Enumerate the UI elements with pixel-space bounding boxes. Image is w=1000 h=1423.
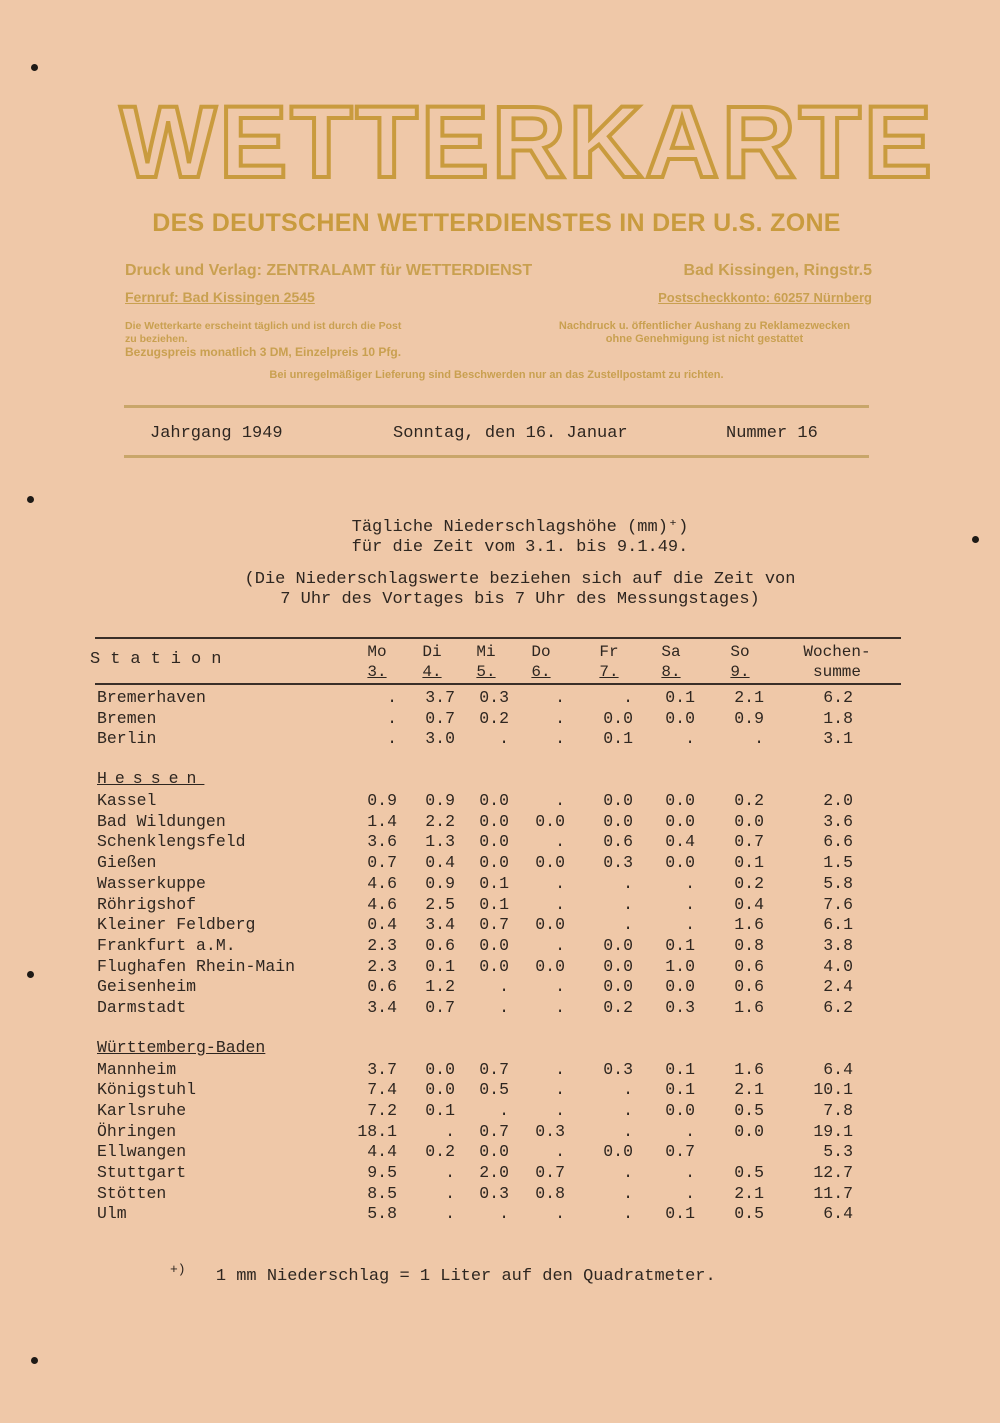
- punch-hole: [27, 496, 34, 503]
- precip-value: 0.1: [665, 1204, 695, 1224]
- precip-value: 0.6: [603, 832, 633, 852]
- column-header-day: Di: [422, 643, 442, 661]
- precip-value: 0.4: [367, 915, 397, 935]
- weekly-sum: 2.4: [823, 977, 853, 997]
- precip-value: 1.6: [734, 915, 764, 935]
- precip-value: 0.1: [603, 729, 633, 749]
- precip-value: 0.0: [425, 1059, 455, 1079]
- precip-value: .: [685, 1183, 695, 1203]
- precip-value: 2.3: [367, 956, 397, 976]
- table-row: [97, 812, 897, 833]
- issue-number: Nummer 16: [726, 424, 818, 443]
- precip-value: 0.5: [734, 1101, 764, 1120]
- precip-value: 0.1: [665, 1059, 695, 1079]
- precip-value: 0.1: [665, 688, 695, 707]
- weekly-sum: 6.2: [823, 688, 853, 707]
- precip-value: .: [555, 708, 565, 728]
- weekly-sum: 7.6: [823, 894, 853, 914]
- masthead-subtitle: DES DEUTSCHEN WETTERDIENSTES IN DER U.S. ZONE: [152, 209, 841, 237]
- precip-value: .: [685, 873, 695, 893]
- precip-value: 8.5: [367, 1183, 397, 1203]
- precip-value: 0.7: [479, 1121, 509, 1141]
- precip-value: .: [387, 729, 397, 749]
- precip-value: 0.9: [425, 873, 455, 893]
- table-row: [97, 1122, 897, 1143]
- precip-value: 0.0: [535, 915, 565, 935]
- precip-value: 0.1: [479, 873, 509, 893]
- precip-value: 0.2: [479, 708, 509, 728]
- precip-value: .: [555, 832, 565, 852]
- column-header-day: So: [730, 643, 750, 661]
- heading-line-1: Tägliche Niederschlagshöhe (mm)⁺): [351, 518, 689, 537]
- precip-value: .: [623, 688, 633, 707]
- weekly-sum: 6.4: [823, 1204, 853, 1224]
- precip-value: 0.0: [665, 811, 695, 831]
- precip-value: .: [555, 1204, 565, 1224]
- station-name: Stötten: [97, 1183, 167, 1203]
- precip-value: .: [685, 894, 695, 914]
- precip-value: 0.4: [734, 894, 764, 914]
- column-header-date: 7.: [599, 663, 619, 681]
- table-rule-top: [95, 637, 901, 639]
- phone: Fernruf: Bad Kissingen 2545: [125, 289, 315, 305]
- station-name: Stuttgart: [97, 1163, 187, 1183]
- precip-value: 0.0: [603, 956, 633, 976]
- station-name: Ellwangen: [97, 1142, 187, 1162]
- precip-value: 0.7: [479, 1059, 509, 1079]
- precip-value: 3.7: [367, 1059, 397, 1079]
- precip-value: 0.0: [479, 811, 509, 831]
- precip-value: 1.4: [367, 811, 397, 831]
- precip-value: 0.1: [665, 935, 695, 955]
- precip-value: 0.0: [665, 977, 695, 997]
- heading-line-2: für die Zeit vom 3.1. bis 9.1.49.: [351, 538, 689, 557]
- masthead-title: WETTERKARTE: [120, 85, 935, 199]
- precip-value: 0.2: [603, 997, 633, 1017]
- table-row: [97, 729, 897, 750]
- precip-value: 2.5: [425, 894, 455, 914]
- precip-value: 1.6: [734, 997, 764, 1017]
- precip-value: .: [623, 1204, 633, 1224]
- precip-value: 0.1: [425, 1101, 455, 1120]
- weekly-sum: 3.6: [823, 811, 853, 831]
- precip-value: .: [555, 1080, 565, 1100]
- station-name: Karlsruhe: [97, 1101, 187, 1120]
- precip-value: 0.0: [603, 935, 633, 955]
- precip-value: 0.6: [367, 977, 397, 997]
- precip-value: .: [555, 873, 565, 893]
- column-header-day: Mi: [476, 643, 496, 661]
- precip-value: 0.4: [665, 832, 695, 852]
- precip-value: .: [499, 977, 509, 997]
- weekly-sum: 5.8: [823, 873, 853, 893]
- precip-value: .: [555, 894, 565, 914]
- precip-value: 4.6: [367, 894, 397, 914]
- precip-value: .: [555, 688, 565, 707]
- precip-value: .: [555, 729, 565, 749]
- table-row: [97, 915, 897, 936]
- masthead-rule-top: [124, 405, 869, 408]
- issue-date: Sonntag, den 16. Januar: [393, 424, 628, 443]
- precip-value: 0.0: [665, 791, 695, 811]
- precip-value: 2.1: [734, 1183, 764, 1203]
- precip-value: 0.3: [603, 1059, 633, 1079]
- precip-value: .: [685, 915, 695, 935]
- precip-value: .: [754, 729, 764, 749]
- precip-value: 0.8: [734, 935, 764, 955]
- complaint-note: Bei unregelmäßiger Lieferung sind Beschwerden nur an das Zustellpostamt zu richten.: [269, 369, 724, 381]
- table-row: [97, 874, 897, 895]
- precip-value: 3.4: [425, 915, 455, 935]
- precip-value: .: [623, 1080, 633, 1100]
- masthead-rule-bottom: [124, 455, 869, 458]
- precip-value: 0.4: [425, 853, 455, 873]
- precip-value: .: [555, 977, 565, 997]
- station-name: Kleiner Feldberg: [97, 915, 256, 935]
- region-name: Hessen: [97, 769, 205, 789]
- precip-value: 0.0: [479, 832, 509, 852]
- station-name: Mannheim: [97, 1059, 177, 1079]
- precip-value: 0.3: [535, 1121, 565, 1141]
- region-heading: [97, 769, 897, 791]
- precip-value: 9.5: [367, 1163, 397, 1183]
- precip-value: 0.3: [603, 853, 633, 873]
- precip-value: 0.0: [479, 1142, 509, 1162]
- precip-value: 0.5: [479, 1080, 509, 1100]
- station-name: Kassel: [97, 791, 157, 811]
- region-name: Württemberg-Baden: [97, 1037, 266, 1057]
- precip-value: 0.0: [603, 977, 633, 997]
- precip-value: .: [685, 1121, 695, 1141]
- precip-value: 0.6: [734, 956, 764, 976]
- precip-value: .: [623, 915, 633, 935]
- precip-value: 1.3: [425, 832, 455, 852]
- precip-value: .: [555, 1142, 565, 1162]
- weekly-sum: 6.2: [823, 997, 853, 1017]
- precip-value: 0.2: [734, 791, 764, 811]
- precip-value: 7.4: [367, 1080, 397, 1100]
- precip-value: 0.9: [425, 791, 455, 811]
- precip-value: 0.0: [479, 956, 509, 976]
- table-row: [97, 936, 897, 957]
- precip-value: 0.0: [479, 935, 509, 955]
- precip-value: .: [623, 873, 633, 893]
- station-name: Geisenheim: [97, 977, 197, 997]
- precip-value: 0.0: [535, 853, 565, 873]
- column-header-day: Sa: [661, 643, 681, 661]
- precip-value: 4.6: [367, 873, 397, 893]
- punch-hole: [27, 971, 34, 978]
- precip-value: 0.1: [479, 894, 509, 914]
- precip-value: .: [623, 1183, 633, 1203]
- precip-value: 0.7: [367, 853, 397, 873]
- precip-value: .: [555, 935, 565, 955]
- column-header-date: 3.: [367, 663, 387, 681]
- publisher: Druck und Verlag: ZENTRALAMT für WETTERDIENST: [125, 262, 533, 279]
- issue-volume: Jahrgang 1949: [150, 424, 283, 443]
- precip-value: 0.6: [425, 935, 455, 955]
- precip-value: 0.2: [425, 1142, 455, 1162]
- precip-value: .: [555, 791, 565, 811]
- precip-value: .: [445, 1204, 455, 1224]
- column-header-date: 6.: [531, 663, 551, 681]
- precip-value: 0.9: [734, 708, 764, 728]
- precip-value: .: [387, 688, 397, 707]
- table-rule-bottom: [95, 683, 901, 685]
- precip-value: .: [499, 1204, 509, 1224]
- note-right-1: Nachdruck u. öffentlicher Aushang zu Reklamezwecken: [558, 320, 851, 332]
- precip-value: .: [623, 1121, 633, 1141]
- precip-value: 0.7: [479, 915, 509, 935]
- table-row: [97, 1163, 897, 1184]
- precip-value: 0.6: [734, 977, 764, 997]
- precip-value: 0.3: [479, 688, 509, 707]
- weekly-sum: 3.8: [823, 935, 853, 955]
- weekly-sum: 19.1: [813, 1121, 853, 1141]
- table-row: [97, 1184, 897, 1205]
- station-name: Bremerhaven: [97, 688, 206, 707]
- column-header-date: 4.: [422, 663, 442, 681]
- precipitation-table: [97, 688, 897, 1225]
- table-row: [97, 895, 897, 916]
- note-left-3: Bezugspreis monatlich 3 DM, Einzelpreis 10 Pfg.: [125, 345, 402, 359]
- precip-value: 0.1: [665, 1080, 695, 1100]
- precip-value: 2.3: [367, 935, 397, 955]
- table-row: [97, 832, 897, 853]
- precip-value: 4.4: [367, 1142, 397, 1162]
- station-name: Flughafen Rhein-Main: [97, 956, 296, 976]
- precip-value: 0.0: [734, 1121, 764, 1141]
- table-row: [97, 1101, 897, 1122]
- footnote: [170, 1262, 716, 1286]
- station-name: Wasserkuppe: [97, 873, 206, 893]
- weekly-sum: 5.3: [823, 1142, 853, 1162]
- precip-value: 0.0: [665, 708, 695, 728]
- weekly-sum: 10.1: [813, 1080, 853, 1100]
- precip-value: .: [685, 1163, 695, 1183]
- table-row: [97, 1080, 897, 1101]
- station-name: Bremen: [97, 708, 157, 728]
- punch-hole: [31, 64, 38, 71]
- precip-value: 7.2: [367, 1101, 397, 1120]
- precip-value: 0.3: [665, 997, 695, 1017]
- precip-value: 0.0: [734, 811, 764, 831]
- precip-value: .: [623, 894, 633, 914]
- column-header-day: Do: [531, 643, 551, 661]
- station-name: Bad Wildungen: [97, 811, 226, 831]
- weekly-sum: 6.6: [823, 832, 853, 852]
- table-row: [97, 791, 897, 812]
- table-row: [97, 998, 897, 1019]
- precip-value: 0.0: [603, 708, 633, 728]
- station-name: Gießen: [97, 853, 157, 873]
- table-row: [97, 1060, 897, 1081]
- precip-value: .: [445, 1121, 455, 1141]
- precip-value: .: [623, 1101, 633, 1120]
- note-right-2: ohne Genehmigung ist nicht gestattet: [605, 333, 804, 345]
- precip-value: 0.0: [535, 956, 565, 976]
- table-row: [97, 688, 897, 709]
- region-heading: [97, 1038, 897, 1060]
- heading-line-3: (Die Niederschlagswerte beziehen sich auf die Zeit von: [244, 570, 796, 589]
- weekly-sum: 3.1: [823, 729, 853, 749]
- table-row: [97, 977, 897, 998]
- weekly-sum: 11.7: [813, 1183, 853, 1203]
- station-name: Darmstadt: [97, 997, 187, 1017]
- column-header-day: Fr: [599, 643, 619, 661]
- precip-value: .: [499, 997, 509, 1017]
- station-name: Ulm: [97, 1204, 127, 1224]
- precip-value: 3.7: [425, 688, 455, 707]
- precip-value: 0.7: [535, 1163, 565, 1183]
- precip-value: .: [445, 1183, 455, 1203]
- weekly-sum: 12.7: [813, 1163, 853, 1183]
- footnote-text: 1 mm Niederschlag = 1 Liter auf den Quadratmeter.: [215, 1266, 716, 1286]
- weekly-sum: 2.0: [823, 791, 853, 811]
- precip-value: 0.0: [603, 791, 633, 811]
- precip-value: .: [555, 997, 565, 1017]
- precip-value: 0.7: [734, 832, 764, 852]
- precip-value: 0.1: [425, 956, 455, 976]
- station-name: Berlin: [97, 729, 157, 749]
- precip-value: 1.6: [734, 1059, 764, 1079]
- column-header-date: 9.: [730, 663, 750, 681]
- column-header-date: 5.: [476, 663, 496, 681]
- station-name: Schenklengsfeld: [97, 832, 246, 852]
- weekly-sum: 6.4: [823, 1059, 853, 1079]
- heading-line-4: 7 Uhr des Vortages bis 7 Uhr des Messungstages): [280, 590, 760, 609]
- precip-value: 0.0: [425, 1080, 455, 1100]
- station-name: Frankfurt a.M.: [97, 935, 236, 955]
- precip-value: 2.0: [479, 1163, 509, 1183]
- address: Bad Kissingen, Ringstr.5: [683, 262, 872, 279]
- note-left-2: zu beziehen.: [125, 333, 188, 345]
- precip-value: 5.8: [367, 1204, 397, 1224]
- weekly-sum: 4.0: [823, 956, 853, 976]
- table-row: [97, 853, 897, 874]
- precip-value: 0.5: [734, 1163, 764, 1183]
- precip-value: .: [387, 708, 397, 728]
- giro-account: Postscheckkonto: 60257 Nürnberg: [658, 290, 872, 305]
- precip-value: 0.0: [665, 1101, 695, 1120]
- weekly-sum: 1.8: [823, 708, 853, 728]
- table-row: [97, 1204, 897, 1225]
- precip-value: 0.1: [734, 853, 764, 873]
- precip-value: 0.2: [734, 873, 764, 893]
- precip-value: 0.0: [603, 811, 633, 831]
- sum-header-2: summe: [812, 663, 861, 681]
- station-name: Öhringen: [97, 1121, 177, 1141]
- footnote-marker: +): [170, 1262, 186, 1277]
- table-row: [97, 957, 897, 978]
- precip-value: 1.0: [665, 956, 695, 976]
- precip-value: 0.5: [734, 1204, 764, 1224]
- sum-header-1: Wochen-: [803, 643, 871, 661]
- precip-value: .: [555, 1101, 565, 1120]
- precip-value: 1.2: [425, 977, 455, 997]
- precip-value: 0.0: [603, 1142, 633, 1162]
- note-left-1: Die Wetterkarte erscheint täglich und ist durch die Post: [125, 320, 402, 332]
- precip-value: 18.1: [357, 1121, 397, 1141]
- precip-value: .: [555, 1059, 565, 1079]
- precip-value: 0.9: [367, 791, 397, 811]
- precip-value: .: [499, 729, 509, 749]
- column-header-date: 8.: [661, 663, 681, 681]
- precip-value: 2.2: [425, 811, 455, 831]
- precip-value: 0.3: [479, 1183, 509, 1203]
- precip-value: .: [685, 729, 695, 749]
- table-row: [97, 709, 897, 730]
- weekly-sum: 7.8: [823, 1101, 853, 1120]
- precip-value: .: [445, 1163, 455, 1183]
- station-name: Röhrigshof: [97, 894, 197, 914]
- precip-value: 2.1: [734, 1080, 764, 1100]
- precip-value: 0.7: [425, 997, 455, 1017]
- station-column-header: Station: [90, 650, 232, 669]
- precip-value: 2.1: [734, 688, 764, 707]
- precip-value: .: [623, 1163, 633, 1183]
- precip-value: 0.0: [665, 853, 695, 873]
- table-row: [97, 1142, 897, 1163]
- precip-value: 0.0: [479, 791, 509, 811]
- precip-value: 0.0: [535, 811, 565, 831]
- precip-value: 0.0: [479, 853, 509, 873]
- punch-hole: [31, 1357, 38, 1364]
- precip-value: 3.0: [425, 729, 455, 749]
- weekly-sum: 6.1: [823, 915, 853, 935]
- column-header-day: Mo: [367, 643, 387, 661]
- precip-value: .: [499, 1101, 509, 1120]
- precip-value: 0.8: [535, 1183, 565, 1203]
- precip-value: 3.6: [367, 832, 397, 852]
- precip-value: 0.7: [665, 1142, 695, 1162]
- station-name: Königstuhl: [97, 1080, 197, 1100]
- weekly-sum: 1.5: [823, 853, 853, 873]
- precip-value: 3.4: [367, 997, 397, 1017]
- precip-value: 0.7: [425, 708, 455, 728]
